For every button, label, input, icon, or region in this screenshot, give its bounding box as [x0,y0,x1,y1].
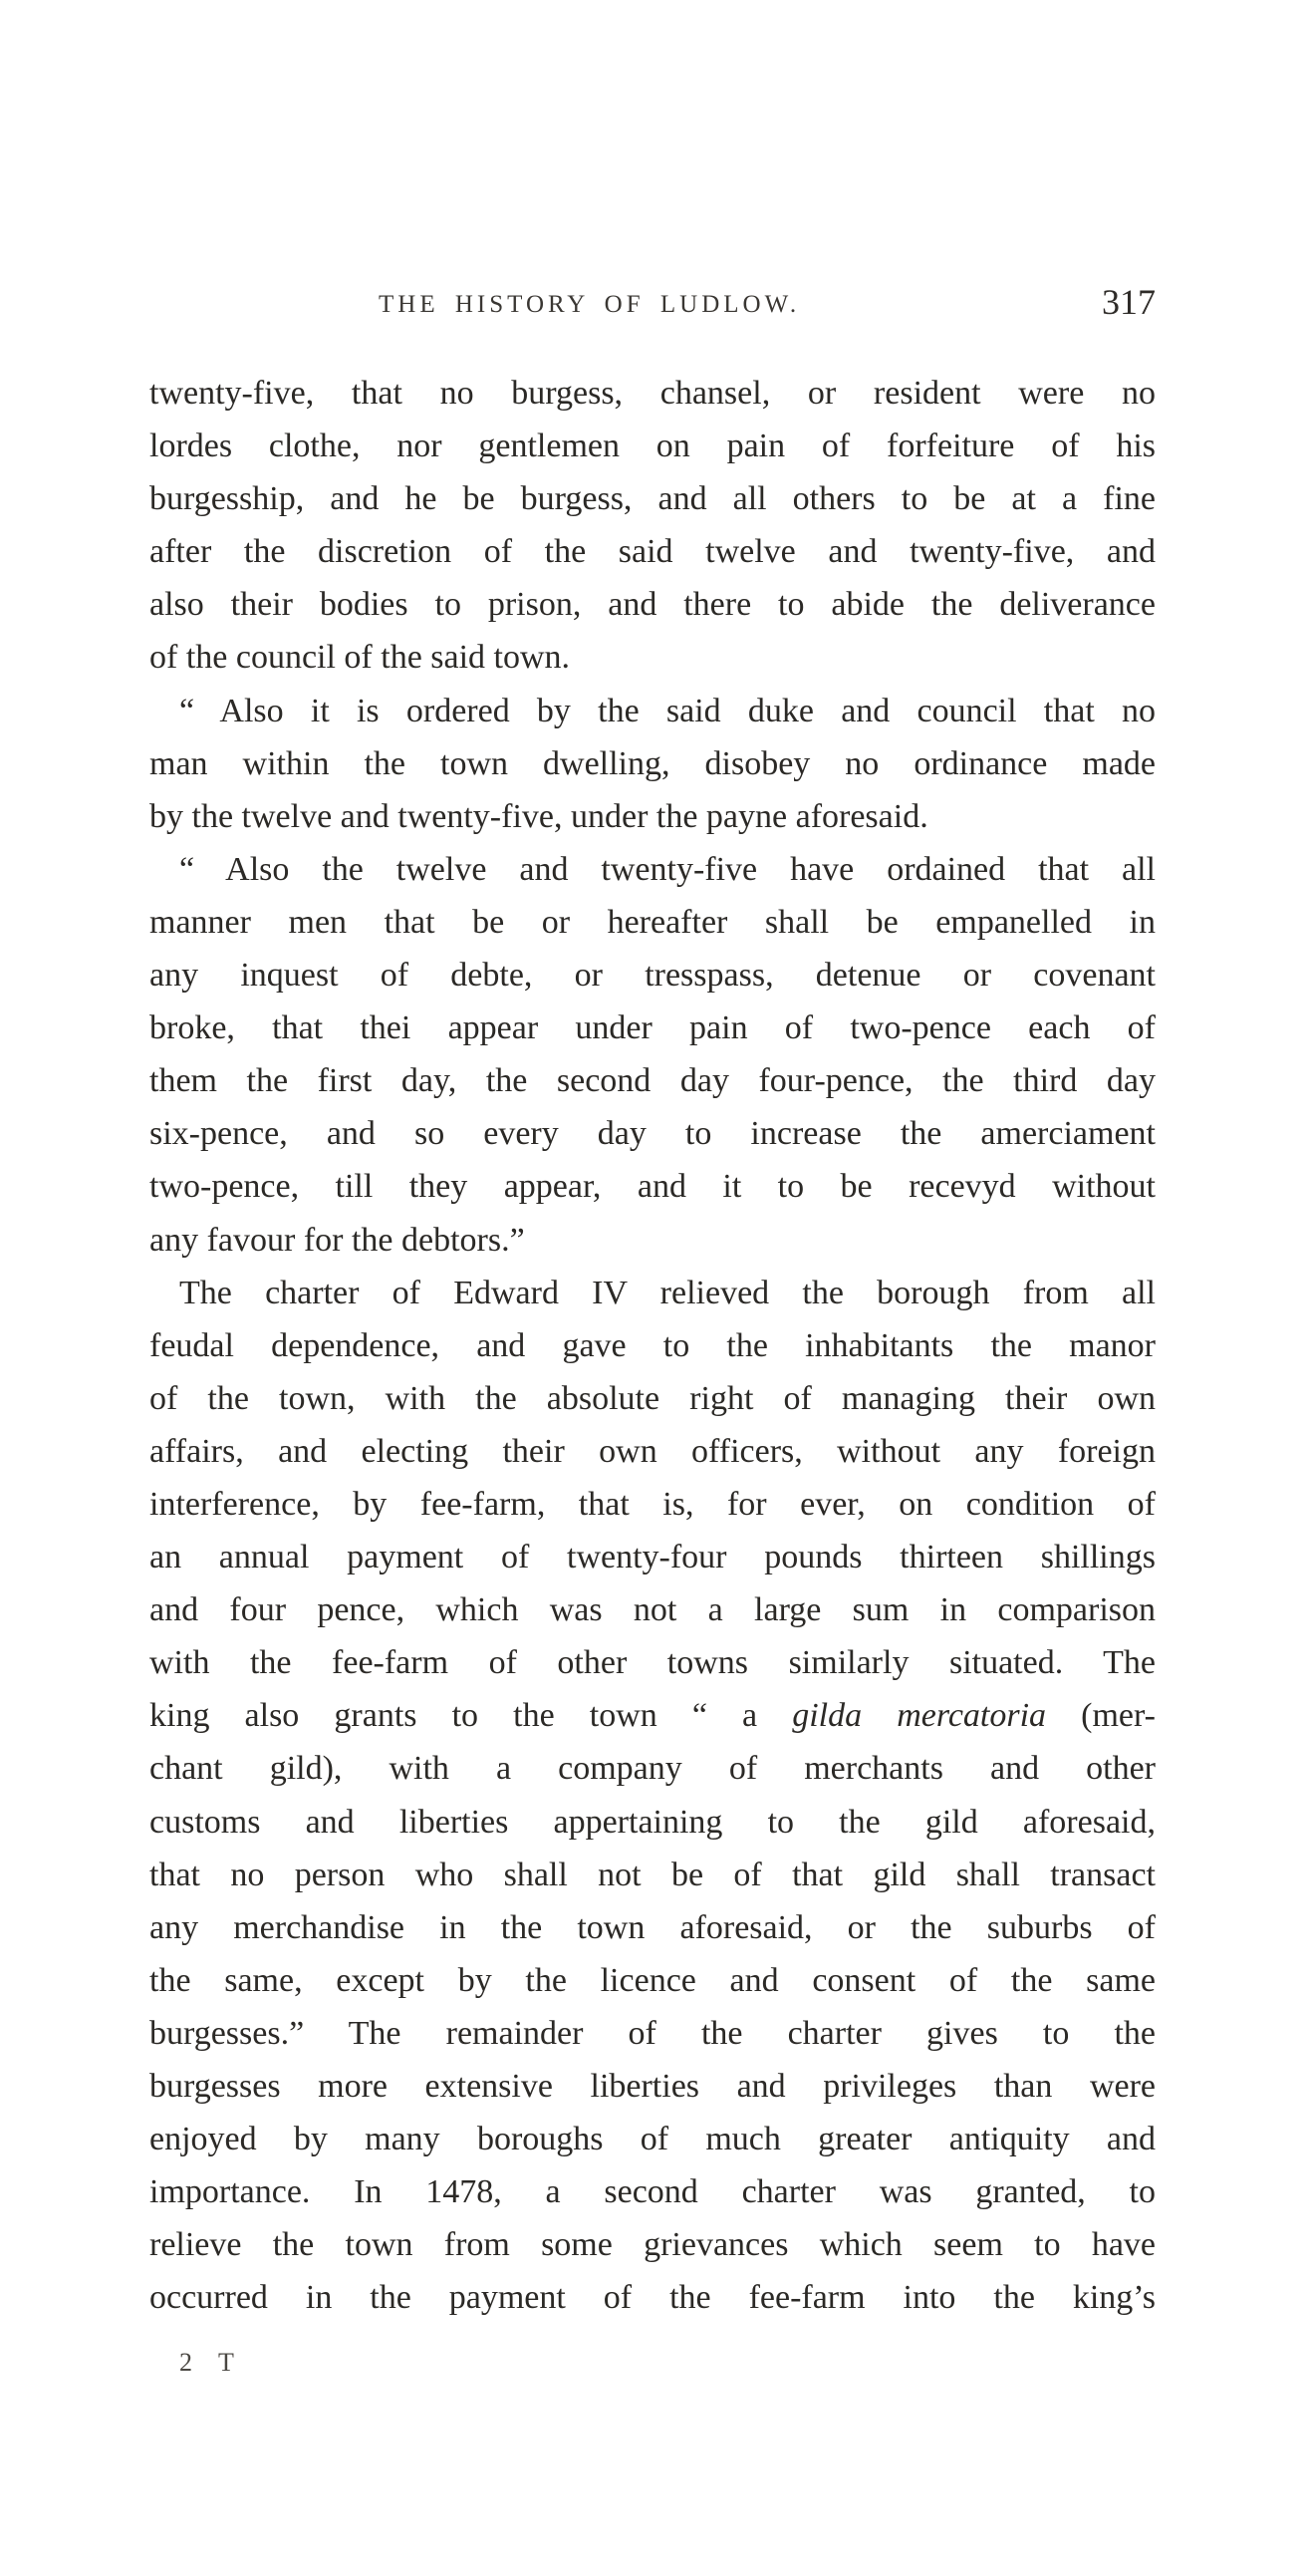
text-line: importance. In 1478, a second charter was granted, to [149,2173,1156,2211]
text-line: with the fee-farm of other towns similarly situated. The [149,1644,1156,1682]
running-title: THE HISTORY OF LUDLOW. [379,291,801,318]
text-line: after the discretion of the said twelve and twenty-five, and [149,533,1156,571]
text-line: also their bodies to prison, and there to abide the deliverance [149,586,1156,624]
text-line: manner men that be or hereafter shall be empanelled in [149,903,1156,941]
running-head [379,281,1156,331]
text-line-with-italic [149,1689,1156,1742]
text-line: of the town, with the absolute right of managing their own [149,1379,1156,1417]
text-line: man within the town dwelling, disobey no ordinance made [149,744,1156,782]
text-line: burgesses.” The remainder of the charter gives to the [149,2014,1156,2052]
text-line: two-pence, till they appear, and it to be recevyd without [149,1168,1156,1206]
text-line: lordes clothe, nor gentlemen on pain of forfeiture of his [149,428,1156,465]
text-line: the same, except by the licence and consent of the same [149,1961,1156,1999]
text-line: any merchandise in the town aforesaid, or the suburbs of [149,1908,1156,1946]
text-line: any favour for the debtors.” [149,1221,525,1259]
text-line: “ Also it is ordered by the said duke and council that no [179,692,1156,729]
text-line: six-pence, and so every day to increase the amerciament [149,1115,1156,1153]
text-line: of the council of the said town. [149,639,571,677]
text-line: chant gild), with a company of merchants and other [149,1750,1156,1788]
text-line: by the twelve and twenty-five, under the payne aforesaid. [149,797,928,835]
text-line: them the first day, the second day four-pence, the third day [149,1062,1156,1100]
text-line: The charter of Edward IV relieved the borough from all [179,1274,1156,1311]
text-run: king also grants to the town “ a [149,1697,793,1735]
text-line: affairs, and electing their own officers, without any foreign [149,1432,1156,1470]
page-number: 317 [1102,282,1156,322]
text-line: and four pence, which was not a large sum in comparison [149,1591,1156,1629]
text-line: twenty-five, that no burgess, chansel, or resident were no [149,375,1156,412]
text-line: an annual payment of twenty-four pounds thirteen shillings [149,1539,1156,1576]
italic-latin-term: gilda mercatoria [792,1697,1047,1735]
signature-mark: 2 T [179,2348,244,2377]
text-line: occurred in the payment of the fee-farm into the king’s [149,2279,1156,2317]
text-line: feudal dependence, and gave to the inhabitants the manor [149,1326,1156,1364]
text-line: interference, by fee-farm, that is, for ever, on condition of [149,1485,1156,1523]
text-line: any inquest of debte, or tresspass, detenue or covenant [149,957,1156,995]
text-line: burgesship, and he be burgess, and all others to be at a fine [149,480,1156,518]
text-line: burgesses more extensive liberties and privileges than were [149,2068,1156,2105]
text-line: enjoyed by many boroughs of much greater antiquity and [149,2121,1156,2158]
text-run: (mer- [1046,1697,1156,1735]
text-line: “ Also the twelve and twenty-five have ordained that all [179,850,1156,888]
text-line: that no person who shall not be of that gild shall transact [149,1856,1156,1893]
body-text [149,367,1156,2324]
text-line: relieve the town from some grievances which seem to have [149,2226,1156,2264]
text-line: broke, that thei appear under pain of two-pence each of [149,1009,1156,1047]
text-line: customs and liberties appertaining to the gild aforesaid, [149,1803,1156,1841]
